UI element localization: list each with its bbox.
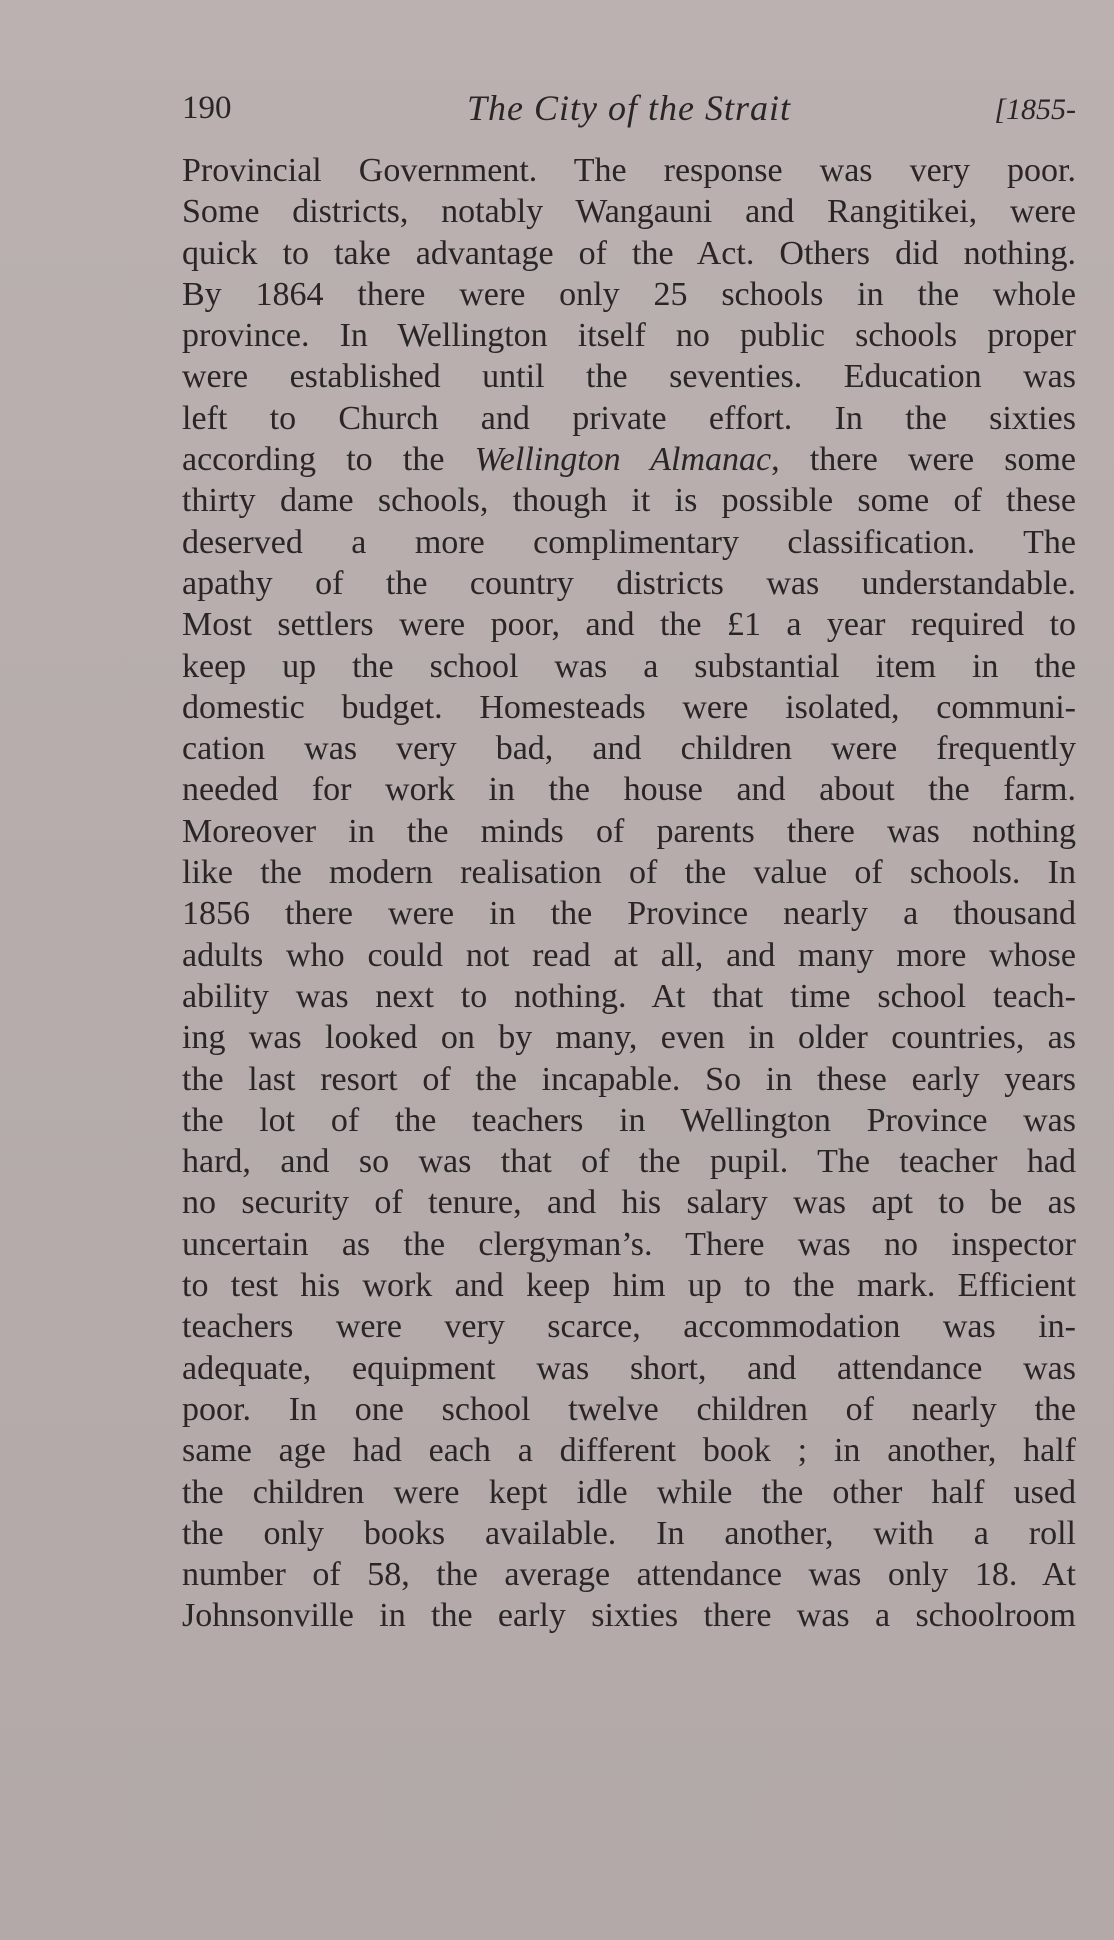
text-line: adults who could not read at all, and many more whose — [182, 936, 1076, 974]
text-line: ing was looked on by many, even in older countries, as — [182, 1019, 1076, 1057]
running-date: [1855- — [994, 93, 1076, 126]
text-line-with-italic: according to the Wellington Almanac, there were some — [182, 441, 1076, 479]
text-line: uncertain as the clergyman’s. There was no inspector — [182, 1225, 1076, 1263]
text-line: Some districts, notably Wangauni and Rangitikei, were — [182, 193, 1076, 231]
text-line: no security of tenure, and his salary was apt to be as — [182, 1184, 1076, 1222]
text-line: the only books available. In another, with a roll — [182, 1514, 1076, 1552]
text-line: deserved a more complimentary classification. The — [182, 523, 1076, 561]
text-line: thirty dame schools, though it is possible some of these — [182, 482, 1076, 520]
text-line: quick to take advantage of the Act. Others did nothing. — [182, 234, 1076, 272]
text-line: the children were kept idle while the other half used — [182, 1473, 1076, 1511]
text-line: number of 58, the average attendance was only 18. At — [182, 1556, 1076, 1594]
text-line: By 1864 there were only 25 schools in the whole — [182, 275, 1076, 313]
body-text — [182, 150, 1076, 1637]
text-line: Johnsonville in the early sixties there was a schoolroom — [182, 1597, 1076, 1635]
text-line: same age had each a different book ; in another, half — [182, 1432, 1076, 1470]
text-line: Most settlers were poor, and the £1 a year required to — [182, 606, 1076, 644]
running-title: The City of the Strait — [467, 88, 791, 128]
text-line: cation was very bad, and children were frequently — [182, 730, 1076, 768]
text-line: the lot of the teachers in Wellington Province was — [182, 1101, 1076, 1139]
text-line: were established until the seventies. Education was — [182, 358, 1076, 396]
page-number: 190 — [182, 90, 232, 126]
text-line: 1856 there were in the Province nearly a thousand — [182, 895, 1076, 933]
text-line: like the modern realisation of the value of schools. In — [182, 854, 1076, 892]
text-line: keep up the school was a substantial item in the — [182, 647, 1076, 685]
text-line: the last resort of the incapable. So in these early years — [182, 1060, 1076, 1098]
text-line: Provincial Government. The response was very poor. — [182, 152, 1076, 189]
text-line: province. In Wellington itself no public schools proper — [182, 317, 1076, 355]
italic-title: Wellington Almanac — [474, 441, 772, 479]
text-line: Moreover in the minds of parents there was nothing — [182, 812, 1076, 850]
text-line: to test his work and keep him up to the mark. Efficient — [182, 1267, 1076, 1305]
text-line: ability was next to nothing. At that time school teach- — [182, 977, 1076, 1015]
text-line: poor. In one school twelve children of nearly the — [182, 1390, 1076, 1428]
text-line: domestic budget. Homesteads were isolated, communi- — [182, 688, 1076, 726]
text-line: hard, and so was that of the pupil. The teacher had — [182, 1143, 1076, 1181]
text-line: needed for work in the house and about the farm. — [182, 771, 1076, 809]
text-line: apathy of the country districts was understandable. — [182, 564, 1076, 602]
text-line: adequate, equipment was short, and attendance was — [182, 1349, 1076, 1387]
running-head — [182, 84, 1076, 132]
text-line: teachers were very scarce, accommodation was in- — [182, 1308, 1076, 1346]
text-line: left to Church and private effort. In the sixties — [182, 399, 1076, 437]
